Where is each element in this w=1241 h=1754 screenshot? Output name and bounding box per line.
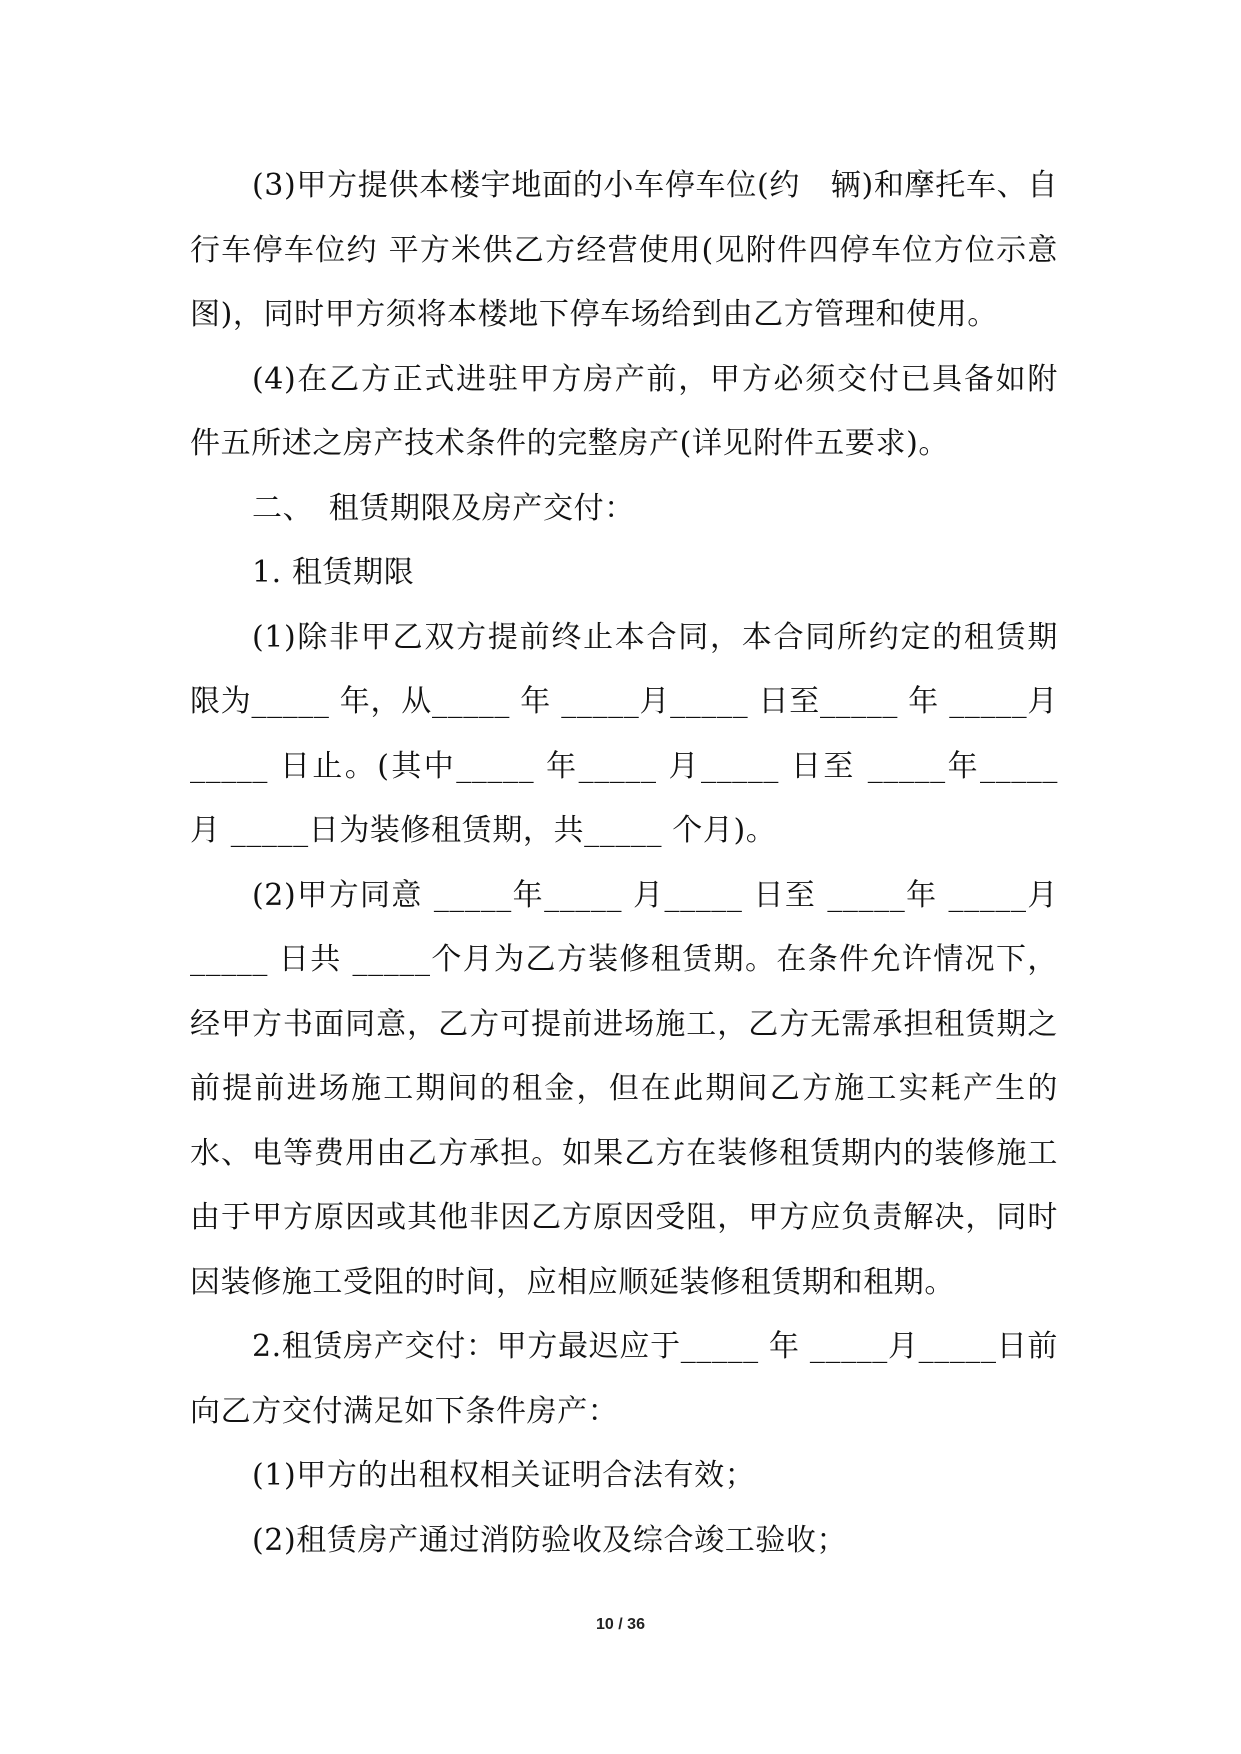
paragraph-rental-rights: (1)甲方的出租权相关证明合法有效； — [252, 1458, 756, 1493]
paragraph-property-delivery: (4)在乙方正式进驻甲方房产前，甲方必须交付已具备如附件五所述之房产技术条件的完整房产(详见附件五要求)。 — [190, 361, 1058, 461]
paragraph-property-handover: 2.租赁房产交付：甲方最迟应于_____ 年 _____月_____日前向乙方交付满足如下条件房产： — [190, 1329, 1058, 1429]
document-body — [190, 154, 1058, 1573]
section-heading-lease-term: 二、 租赁期限及房产交付： — [252, 490, 635, 526]
paragraph-lease-period: (1)除非甲乙双方提前终止本合同，本合同所约定的租赁期限为_____ 年，从_____ 年 _____月_____ 日至_____ 年 _____月_____ 日止。(其中_____ 年_____ 月_____ 日至 _____年_____ 月 _____日为装修租赁期，共_____ 个月)。 — [190, 619, 1058, 848]
paragraph-parking: (3)甲方提供本楼宇地面的小车停车位(约 辆)和摩托车、自行车停车位约 平方米供乙方经营使用(见附件四停车位方位示意图)，同时甲方须将本楼地下停车场给到由乙方管理和使用。 — [190, 168, 1058, 332]
paragraph-fire-inspection: (2)租赁房产通过消防验收及综合竣工验收； — [252, 1522, 848, 1558]
page-number: 10 / 36 — [596, 1616, 645, 1633]
subheading-lease-term: 1. 租赁期限 — [252, 555, 415, 590]
paragraph-renovation-period: (2)甲方同意 _____年_____ 月_____ 日至 _____年 _____月_____ 日共 _____个月为乙方装修租赁期。在条件允许情况下，经甲方书面同意，乙方可提前进场施工，乙方无需承担租赁期之前提前进场施工期间的租金，但在此期间乙方施工实耗产生的水、电等费用由乙方承担。如果乙方在装修租赁期内的装修施工由于甲方原因或其他非因乙方原因受阻，甲方应负责解决，同时因装修施工受阻的时间，应相应顺延装修租赁期和租期。 — [190, 877, 1058, 1300]
